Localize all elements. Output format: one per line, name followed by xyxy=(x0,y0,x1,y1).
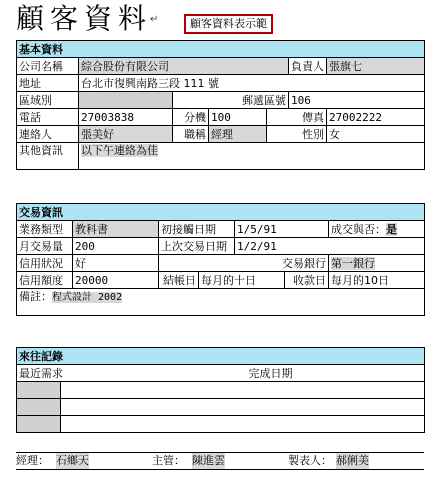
note-cell[interactable] xyxy=(17,289,425,316)
maker-label: 製表人： xyxy=(288,454,332,467)
collection-day-label: 收款日 xyxy=(285,272,329,289)
fax-value[interactable]: 27002222 xyxy=(327,109,425,126)
supervisor-value[interactable]: 陳進雲 xyxy=(192,454,225,467)
bank-label: 交易銀行 xyxy=(159,255,329,272)
records-heading: 來往記錄 xyxy=(17,348,425,365)
company-value[interactable]: 綜合股份有限公司 xyxy=(79,58,289,75)
maker-value[interactable]: 郝俐美 xyxy=(336,454,369,467)
phone-label: 電話 xyxy=(17,109,79,126)
phone-value[interactable]: 27003838 xyxy=(79,109,173,126)
zip-value[interactable]: 106 xyxy=(289,92,425,109)
signature-bar xyxy=(16,452,424,470)
title-paragraph-mark: ↵ xyxy=(150,14,159,25)
address-label: 地址 xyxy=(17,75,79,92)
owner-value[interactable]: 張旗七 xyxy=(327,58,425,75)
fax-label: 傳真 xyxy=(267,109,327,126)
title-box: 顧客資料表示範 xyxy=(184,14,273,34)
credit-limit-value[interactable]: 20000 xyxy=(73,272,159,289)
deal-label: 成交與否： xyxy=(331,222,386,236)
collection-day-value[interactable]: 每月的10日 xyxy=(329,272,425,289)
closing-day-value[interactable]: 每月的十日 xyxy=(199,272,285,289)
ext-label: 分機 xyxy=(173,109,209,126)
supervisor-label: 主管： xyxy=(152,454,185,467)
records-table xyxy=(16,347,425,433)
trade-info-heading: 交易資訊 xyxy=(17,204,425,221)
contact-value[interactable]: 張美好 xyxy=(79,126,173,143)
note-label: 備註： xyxy=(19,290,52,303)
credit-limit-label: 信用額度 xyxy=(17,272,73,289)
gender-value[interactable]: 女 xyxy=(327,126,425,143)
first-contact-label: 初接觸日期 xyxy=(159,221,235,238)
company-label: 公司名稱 xyxy=(17,58,79,75)
other-info-label: 其他資訊 xyxy=(17,143,79,170)
last-trade-label: 上次交易日期 xyxy=(159,238,235,255)
job-title-value[interactable]: 經理 xyxy=(209,126,267,143)
last-trade-value[interactable]: 1/2/91 xyxy=(235,238,425,255)
credit-status-label: 信用狀況 xyxy=(17,255,73,272)
ext-value[interactable]: 100 xyxy=(209,109,267,126)
manager-value[interactable]: 石鄉天 xyxy=(56,454,89,467)
deal-value: 是 xyxy=(386,222,397,236)
record-row-2-cell[interactable] xyxy=(17,399,61,416)
address-value[interactable]: 台北市復興南路三段 111 號 xyxy=(79,75,425,92)
credit-status-value[interactable]: 好 xyxy=(73,255,159,272)
closing-day-label: 結帳日 xyxy=(159,272,199,289)
completion-date-label: 完成日期 xyxy=(247,365,425,382)
owner-label: 負責人 xyxy=(289,58,327,75)
deal-cell[interactable] xyxy=(329,221,425,238)
record-row-3-detail[interactable] xyxy=(61,416,425,433)
monthly-volume-value[interactable]: 200 xyxy=(73,238,159,255)
basic-info-heading: 基本資料 xyxy=(17,41,425,58)
contact-label: 連絡人 xyxy=(17,126,79,143)
district-value[interactable] xyxy=(79,92,173,109)
note-value: 程式設計 2002 xyxy=(52,292,123,303)
zip-label: 郵遞區號 xyxy=(173,92,289,109)
business-type-label: 業務類型 xyxy=(17,221,73,238)
job-title-label: 職稱 xyxy=(173,126,209,143)
monthly-volume-label: 月交易量 xyxy=(17,238,73,255)
manager-label: 經理： xyxy=(16,454,49,467)
other-info-value[interactable]: 以下午連絡為佳 xyxy=(79,143,425,170)
page-title: 顧客資料 xyxy=(16,2,153,35)
record-row-1-detail[interactable] xyxy=(61,382,425,399)
record-row-3-cell[interactable] xyxy=(17,416,61,433)
bank-value[interactable]: 第一銀行 xyxy=(329,255,425,272)
gender-label: 性別 xyxy=(267,126,327,143)
record-row-2-detail[interactable] xyxy=(61,399,425,416)
first-contact-value[interactable]: 1/5/91 xyxy=(235,221,329,238)
trade-info-table xyxy=(16,203,425,316)
recent-need-label: 最近需求 xyxy=(17,365,247,382)
district-label: 區域別 xyxy=(17,92,79,109)
record-row-1-cell[interactable] xyxy=(17,382,61,399)
business-type-value[interactable]: 教科書 xyxy=(73,221,159,238)
basic-info-table xyxy=(16,40,425,170)
